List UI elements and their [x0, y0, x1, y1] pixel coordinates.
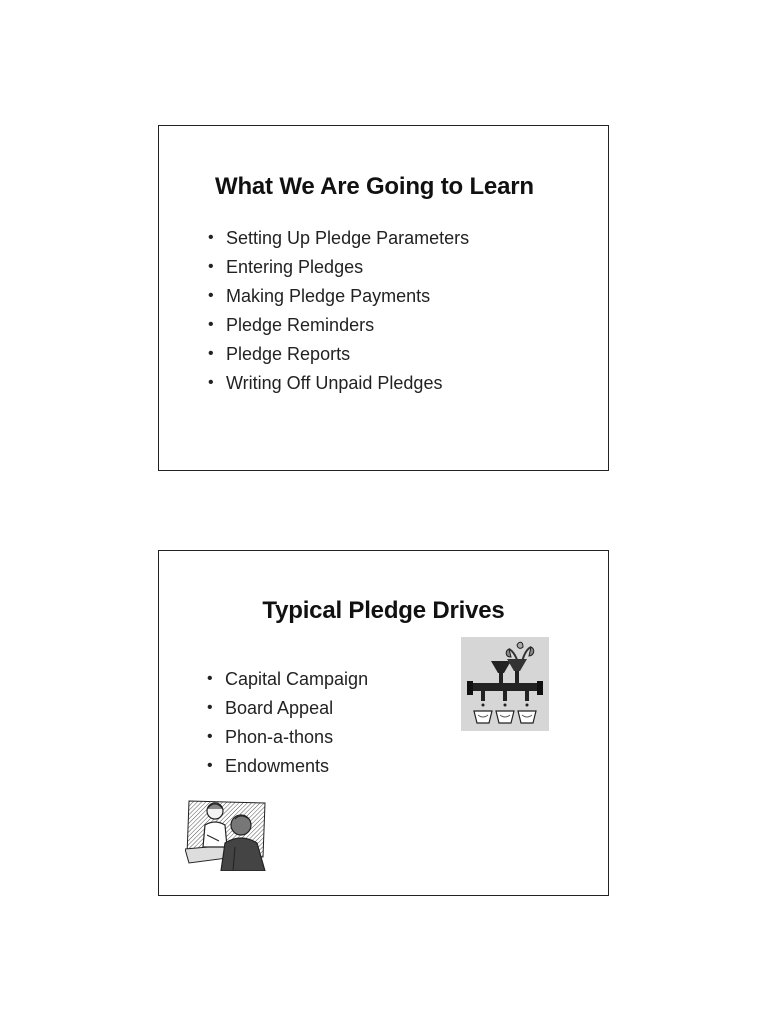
slide-what-we-learn: [158, 125, 609, 471]
bullet-item: • Capital Campaign: [207, 667, 368, 696]
pipes-funnel-clipart: [461, 637, 549, 731]
bullet-item: • Pledge Reports: [208, 342, 469, 371]
bullet-item: • Making Pledge Payments: [208, 284, 469, 313]
bullet-list: [208, 226, 469, 400]
bullet-item: • Phon-a-thons: [207, 725, 368, 754]
bullet-item: • Writing Off Unpaid Pledges: [208, 371, 469, 400]
slide-title: Typical Pledge Drives: [262, 597, 505, 624]
slide-typical-pledge-drives: [158, 550, 609, 896]
bullet-list: [207, 667, 368, 783]
bullet-item: • Pledge Reminders: [208, 313, 469, 342]
bullet-item: • Setting Up Pledge Parameters: [208, 226, 469, 255]
bullet-item: • Endowments: [207, 754, 368, 783]
meeting-people-clipart: [185, 797, 269, 871]
bullet-item: • Entering Pledges: [208, 255, 469, 284]
slide-title: What We Are Going to Learn: [215, 173, 534, 200]
bullet-item: • Board Appeal: [207, 696, 368, 725]
